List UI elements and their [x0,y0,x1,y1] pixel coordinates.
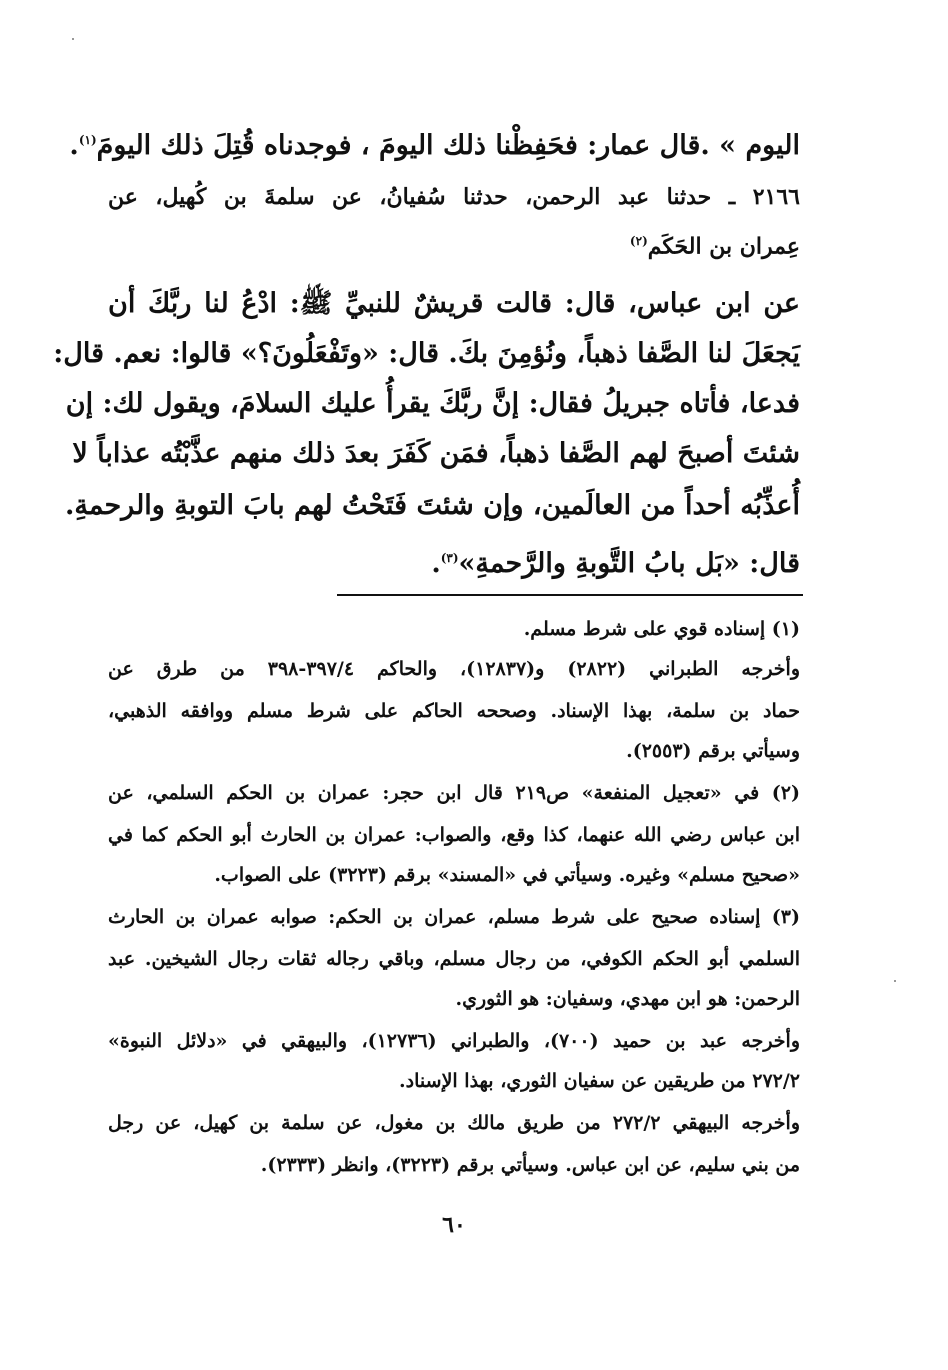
footnote-3-line-5: ٢٧٢/٢ من طريقين عن سفيان الثوري، بهذا الإسناد. [399,1070,800,1092]
footnote-3-line-3: الرحمن: هو ابن مهدي، وسفيان: هو الثوري. [455,988,800,1010]
footnote-ref-1[interactable]: (١) [78,133,97,147]
hadith-body-line-3: فدعا، فأتاه جبريلُ فقال: إنَّ ربَّكَ يقرأُ عليك السلامَ، ويقول لك: إن [65,388,800,419]
hadith-body-line-6-end: . [431,548,441,579]
hadith-header-line-1: ٢١٦٦ ـ حدثنا عبد الرحمن، حدثنا سُفيانُ، عن سلمةَ بن كُهيل، عن [108,184,800,210]
footnote-separator [337,594,803,596]
hadith-body-line-6-text: قال: «بَل بابُ التَّوبةِ والرَّحمةِ» [458,548,800,579]
footnote-3-line-4: وأخرجه عبد بن حميد (٧٠٠)، والطبراني (١٢٧٣٦)، والبيهقي في «دلائل النبوة» [108,1030,801,1052]
hadith-header-line-2 [108,224,800,260]
footnote-ref-2[interactable]: (٢) [629,234,648,248]
footnote-1-line-3: حماد بن سلمة، بهذا الإسناد. وصححه الحاكم على شرط مسلم ووافقه الذهبي، [108,700,800,722]
scan-speck [894,980,896,982]
footnote-3-line-1: (٣) إسناده صحيح على شرط مسلم، عمران بن الحكم: صوابه عمران بن الحارث [108,906,800,928]
footnote-2-line-3: «صحيح مسلم» وغيره. وسيأتي في «المسند» برقم (٣٢٢٣) على الصواب. [214,864,800,886]
footnote-3-line-2: السلمي أبو الحكم الكوفي، من رجال مسلم، وباقي رجاله ثقات رجال الشيخين. عبد [108,948,800,970]
footnote-3-line-7: من بني سليم، عن ابن عباس. وسيأتي برقم (٣٢٢٣)، وانظر (٢٣٣٣). [260,1154,800,1176]
hadith-body-line-1: عن ابن عباس، قال: قالت قريشٌ للنبيِّ ﷺ: ادْعُ لنا ربَّكَ أن [108,288,800,319]
hadith-body-line-5: أُعذِّبُه أحداً من العالَمين، وإن شئتَ فَتَحْتُ لهم بابَ التوبةِ والرحمةِ. [65,490,800,521]
scan-speck [72,38,74,40]
page-number: ٦٠ [442,1212,466,1238]
hadith-body-line-6 [108,538,800,582]
footnote-1-line-2: وأخرجه الطبراني (٢٨٢٢) و(١٢٨٣٧)، والحاكم ٣٩٧/٤-٣٩٨ من طرق عن [108,658,801,680]
footnote-1-line-4: وسيأتي برقم (٢٥٥٣). [626,740,800,762]
footnote-ref-3[interactable]: (٣) [440,551,459,565]
footnote-3-line-6: وأخرجه البيهقي ٢٧٢/٢ من طريق مالك بن مغول، عن سلمة بن كهيل، عن رجل [108,1112,800,1134]
main-text-line-1 [69,120,800,164]
hadith-body-line-4: شئتَ أصبحَ لهم الصَّفا ذهباً، فمَن كَفَرَ بعدَ ذلك منهم عذَّبْتُه عذاباً لا [72,438,800,469]
footnote-2-line-1: (٢) في «تعجيل المنفعة» ص٢١٩ قال ابن حجر: عمران بن الحكم السلمي، عن [108,782,800,804]
main-text-line-1-end: . [69,130,79,161]
footnote-1-line-1: (١) إسناده قوي على شرط مسلم. [523,618,800,640]
footnote-2-line-2: ابن عباس رضي الله عنهما، كذا وقع، والصواب: عمران بن الحارث أبو الحكم كما في [108,824,800,846]
main-text-line-1-body: اليوم » .قال عمار: فحَفِظْنا ذلك اليومَ ، فوجدناه قُتِلَ ذلك اليومَ [96,130,800,161]
hadith-header-narrator: عِمران بن الحَكَم [647,233,800,260]
hadith-body-line-2: يَجعَلَ لنا الصَّفا ذهباً، ونُؤمِنَ بكَ. قال: «وتَفْعَلُونَ؟» قالوا: نعم. قال: [53,338,800,369]
